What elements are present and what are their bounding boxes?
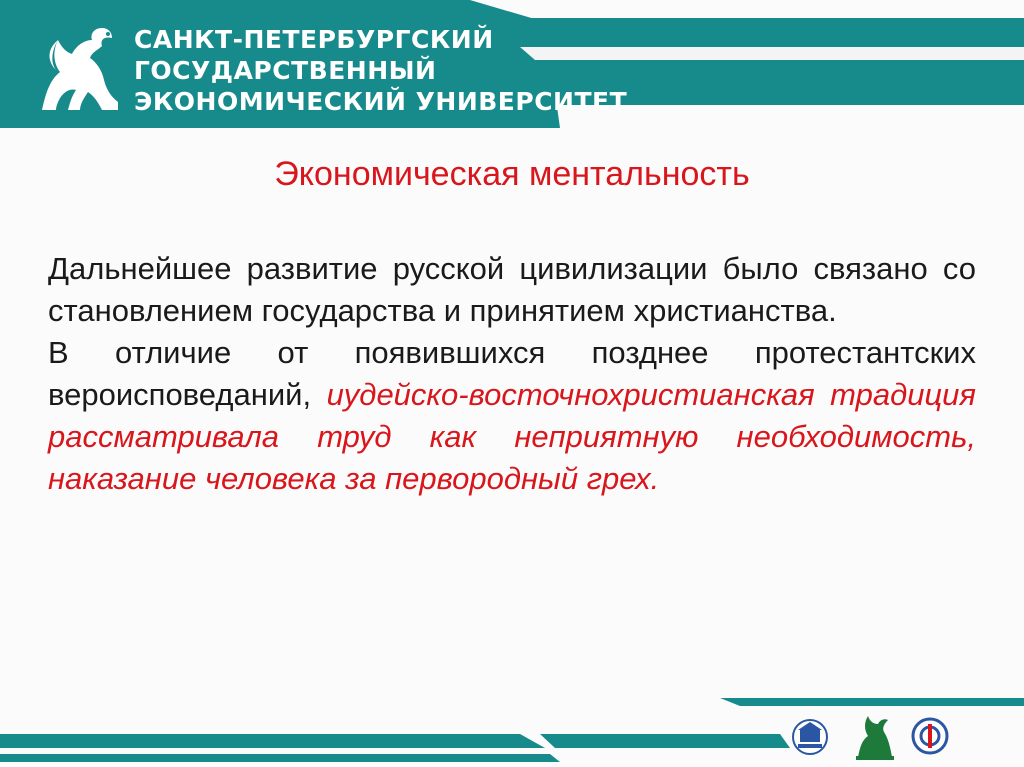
university-name-line-2: ГОСУДАРСТВЕННЫЙ	[134, 56, 437, 85]
circle-emblem-icon	[913, 719, 947, 753]
university-name-line-3: ЭКОНОМИЧЕСКИЙ УНИВЕРСИТЕТ	[134, 87, 628, 116]
building-emblem-icon	[793, 720, 827, 754]
slide-title: Экономическая ментальность	[274, 155, 750, 193]
partner-logos	[792, 712, 952, 762]
university-name-line-1: САНКТ-ПЕТЕРБУРГСКИЙ	[134, 25, 494, 54]
paragraph-1: Дальнейшее развитие русской цивилизации было связано со становлением государства и принятием христианства.	[48, 251, 976, 328]
griffin-logo-icon	[32, 22, 122, 114]
griffin-emblem-icon	[856, 716, 894, 760]
slide-content	[48, 248, 976, 500]
paragraph-2	[48, 332, 976, 500]
university-name	[134, 24, 627, 117]
paragraph-2-highlighted-text: иудейско-восточнохристианская традиция рассматривала труд как неприятную необходимость, наказание человека за первородный грех.	[48, 377, 976, 496]
paragraph-2-plain-text: В отличие от появившихся позднее протестантских вероисповеданий,	[48, 335, 976, 412]
